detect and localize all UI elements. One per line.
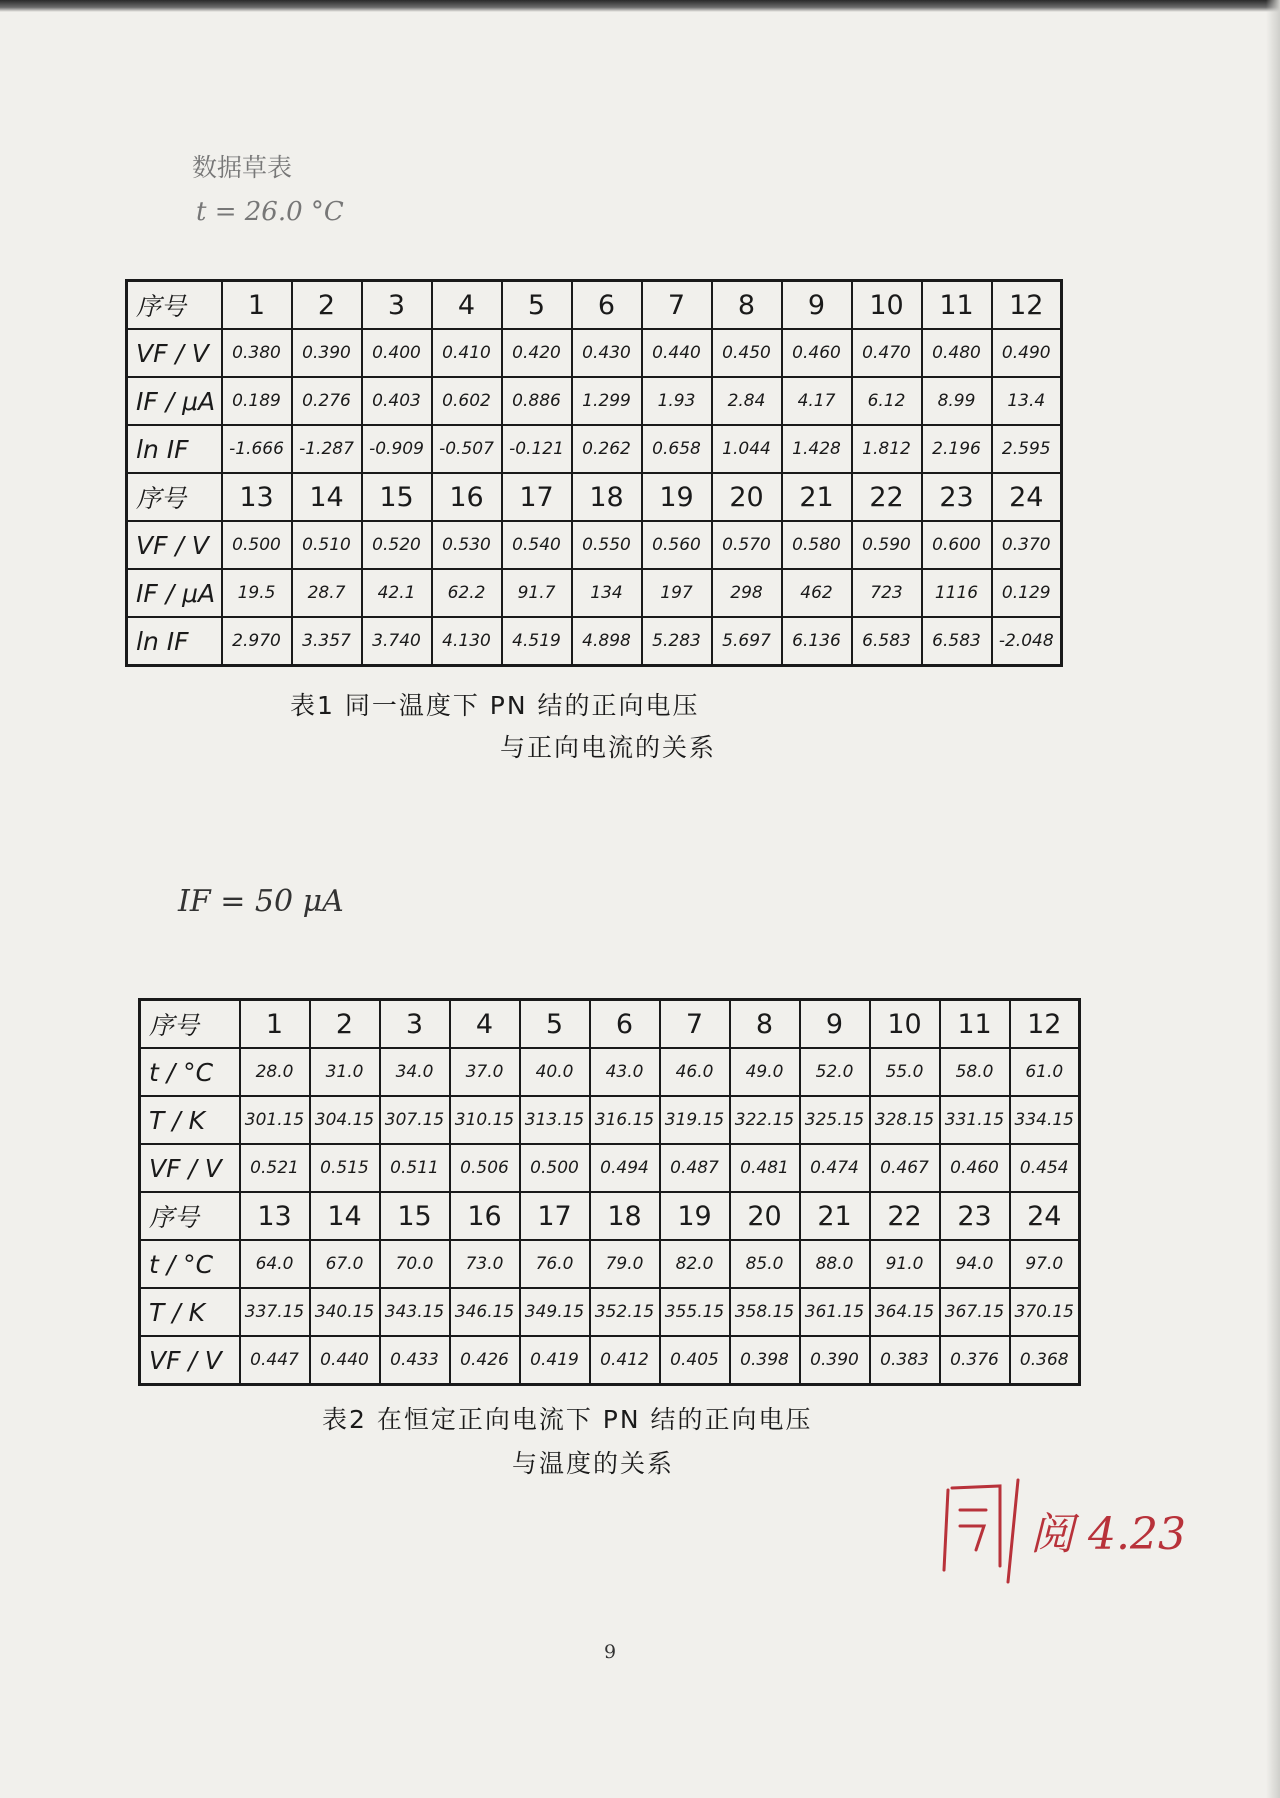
table1-row [127, 377, 1062, 425]
table2-cell: 0.426 [450, 1336, 520, 1385]
table-1-caption-line2: 与正向电流的关系 [500, 733, 717, 762]
table1-cell: 91.7 [502, 569, 572, 617]
table1-cell: 4.17 [782, 377, 852, 425]
table2-cell: 21 [800, 1192, 870, 1240]
table1-cell: 8 [712, 281, 782, 330]
table2-cell: 331.15 [940, 1096, 1010, 1144]
table2-cell: 0.405 [660, 1336, 730, 1385]
table2-cell: 337.15 [240, 1288, 310, 1336]
table2-cell: 0.454 [1010, 1144, 1080, 1192]
table1-row-label: ln IF [127, 617, 222, 666]
table2-cell: 322.15 [730, 1096, 800, 1144]
table1-cell: 15 [362, 473, 432, 521]
table2-cell: 0.383 [870, 1336, 940, 1385]
table1-cell: 42.1 [362, 569, 432, 617]
table2-cell: 55.0 [870, 1048, 940, 1096]
table1-cell: 0.450 [712, 329, 782, 377]
table1-cell: 14 [292, 473, 362, 521]
table1-cell: 3 [362, 281, 432, 330]
table1-cell: 8.99 [922, 377, 992, 425]
table2-cell: 370.15 [1010, 1288, 1080, 1336]
table2-cell: 364.15 [870, 1288, 940, 1336]
table2-cell: 94.0 [940, 1240, 1010, 1288]
table2-cell: 0.506 [450, 1144, 520, 1192]
table2-cell: 82.0 [660, 1240, 730, 1288]
table2-cell: 307.15 [380, 1096, 450, 1144]
table1-cell: 0.129 [992, 569, 1062, 617]
table-1-caption-line1: 表1 同一温度下 PN 结的正向电压 [290, 691, 700, 720]
reviewer-signature: 阅 4.23 [1030, 1509, 1186, 1560]
table2-cell: 0.474 [800, 1144, 870, 1192]
table2-cell: 0.440 [310, 1336, 380, 1385]
table2-cell: 22 [870, 1192, 940, 1240]
table1-cell: 0.420 [502, 329, 572, 377]
table1-row [127, 521, 1062, 569]
table2-cell: 0.521 [240, 1144, 310, 1192]
table1-cell: 18 [572, 473, 642, 521]
table2-cell: 361.15 [800, 1288, 870, 1336]
table1-cell: 22 [852, 473, 922, 521]
table1-cell: 0.430 [572, 329, 642, 377]
table2-cell: 16 [450, 1192, 520, 1240]
table2-cell: 349.15 [520, 1288, 590, 1336]
table1-cell: 0.560 [642, 521, 712, 569]
table2-cell: 0.500 [520, 1144, 590, 1192]
table1-cell: 13.4 [992, 377, 1062, 425]
table1-cell: 0.410 [432, 329, 502, 377]
table1-cell: 1116 [922, 569, 992, 617]
table2-cell: 358.15 [730, 1288, 800, 1336]
table2-cell: 88.0 [800, 1240, 870, 1288]
table2-row-label: VF / V [140, 1144, 240, 1192]
table1-cell: 4 [432, 281, 502, 330]
table1-cell: 24 [992, 473, 1062, 521]
table2-row [140, 1288, 1080, 1336]
table1-cell: 6.12 [852, 377, 922, 425]
table1-cell: -0.507 [432, 425, 502, 473]
table2-cell: 301.15 [240, 1096, 310, 1144]
table2-cell: 0.460 [940, 1144, 1010, 1192]
table2-row-label: VF / V [140, 1336, 240, 1385]
table1-cell: 0.886 [502, 377, 572, 425]
table2-cell: 0.494 [590, 1144, 660, 1192]
table1-row [127, 473, 1062, 521]
table2-cell: 19 [660, 1192, 730, 1240]
table1-cell: 4.898 [572, 617, 642, 666]
table1-cell: 1.428 [782, 425, 852, 473]
table2-cell: 79.0 [590, 1240, 660, 1288]
table2-cell: 367.15 [940, 1288, 1010, 1336]
table2-cell: 4 [450, 1000, 520, 1049]
table1-cell: 0.403 [362, 377, 432, 425]
table-1-body [127, 281, 1062, 666]
table1-cell: 19.5 [222, 569, 292, 617]
table2-row [140, 1000, 1080, 1049]
table1-cell: 0.570 [712, 521, 782, 569]
table1-cell: 462 [782, 569, 852, 617]
table1-cell: 28.7 [292, 569, 362, 617]
table1-cell: 0.480 [922, 329, 992, 377]
table1-cell: 7 [642, 281, 712, 330]
table2-cell: 37.0 [450, 1048, 520, 1096]
sheet-title: 数据草表 [192, 153, 293, 182]
table2-cell: 334.15 [1010, 1096, 1080, 1144]
table2-cell: 0.412 [590, 1336, 660, 1385]
table1-row [127, 425, 1062, 473]
table1-cell: 0.380 [222, 329, 292, 377]
table1-row-label: VF / V [127, 521, 222, 569]
scan-top-shadow [0, 0, 1280, 12]
table1-cell: 197 [642, 569, 712, 617]
table-2-caption-line1: 表2 在恒定正向电流下 PN 结的正向电压 [322, 1405, 813, 1434]
table1-cell: 134 [572, 569, 642, 617]
scan-right-shadow [1266, 0, 1280, 1798]
table2-cell: 49.0 [730, 1048, 800, 1096]
table1-cell: 2 [292, 281, 362, 330]
table-2-caption-line2: 与温度的关系 [512, 1449, 675, 1478]
table2-cell: 352.15 [590, 1288, 660, 1336]
table1-cell: 62.2 [432, 569, 502, 617]
table2-cell: 9 [800, 1000, 870, 1049]
table2-cell: 76.0 [520, 1240, 590, 1288]
table1-cell: 0.590 [852, 521, 922, 569]
table1-cell: 0.530 [432, 521, 502, 569]
table2-cell: 0.467 [870, 1144, 940, 1192]
table1-cell: 10 [852, 281, 922, 330]
table2-cell: 6 [590, 1000, 660, 1049]
table1-cell: 0.540 [502, 521, 572, 569]
table1-cell: 0.600 [922, 521, 992, 569]
table2-cell: 64.0 [240, 1240, 310, 1288]
table2-row [140, 1192, 1080, 1240]
table1-row-label: IF / μA [127, 569, 222, 617]
table2-cell: 0.368 [1010, 1336, 1080, 1385]
table1-cell: 0.390 [292, 329, 362, 377]
table-2 [138, 998, 1081, 1386]
table1-row [127, 281, 1062, 330]
table2-cell: 31.0 [310, 1048, 380, 1096]
table1-cell: 0.580 [782, 521, 852, 569]
table1-cell: 6.136 [782, 617, 852, 666]
table-1 [125, 279, 1063, 667]
table2-row-label: t / °C [140, 1240, 240, 1288]
page-number: 9 [604, 1641, 617, 1663]
table2-cell: 46.0 [660, 1048, 730, 1096]
table1-row [127, 569, 1062, 617]
table2-cell: 0.419 [520, 1336, 590, 1385]
table1-cell: 1.812 [852, 425, 922, 473]
table1-cell: 0.400 [362, 329, 432, 377]
table1-row [127, 617, 1062, 666]
table1-cell: 0.189 [222, 377, 292, 425]
table2-row-label: T / K [140, 1288, 240, 1336]
table2-cell: 28.0 [240, 1048, 310, 1096]
table1-cell: -2.048 [992, 617, 1062, 666]
table1-cell: 5.697 [712, 617, 782, 666]
table2-row [140, 1096, 1080, 1144]
table2-cell: 14 [310, 1192, 380, 1240]
table1-row-label: 序号 [127, 281, 222, 330]
table-2-body [140, 1000, 1080, 1385]
table1-row-label: ln IF [127, 425, 222, 473]
table1-cell: 21 [782, 473, 852, 521]
table2-cell: 34.0 [380, 1048, 450, 1096]
table1-cell: 0.370 [992, 521, 1062, 569]
table2-cell: 58.0 [940, 1048, 1010, 1096]
table2-cell: 310.15 [450, 1096, 520, 1144]
table1-cell: 2.595 [992, 425, 1062, 473]
table1-cell: 20 [712, 473, 782, 521]
table2-row [140, 1240, 1080, 1288]
table1-cell: 0.500 [222, 521, 292, 569]
table2-cell: 40.0 [520, 1048, 590, 1096]
table1-cell: 0.460 [782, 329, 852, 377]
table2-cell: 11 [940, 1000, 1010, 1049]
table2-cell: 325.15 [800, 1096, 870, 1144]
table1-cell: 1 [222, 281, 292, 330]
table1-cell: 0.276 [292, 377, 362, 425]
table2-cell: 97.0 [1010, 1240, 1080, 1288]
table2-cell: 0.511 [380, 1144, 450, 1192]
table1-cell: 6.583 [852, 617, 922, 666]
table1-cell: 13 [222, 473, 292, 521]
table2-cell: 0.481 [730, 1144, 800, 1192]
table2-cell: 346.15 [450, 1288, 520, 1336]
table2-cell: 319.15 [660, 1096, 730, 1144]
table1-cell: 0.470 [852, 329, 922, 377]
table1-cell: 0.490 [992, 329, 1062, 377]
table2-cell: 3 [380, 1000, 450, 1049]
table1-cell: -0.909 [362, 425, 432, 473]
table2-cell: 70.0 [380, 1240, 450, 1288]
table2-cell: 73.0 [450, 1240, 520, 1288]
table1-cell: 0.510 [292, 521, 362, 569]
table2-row-label: 序号 [140, 1192, 240, 1240]
table2-cell: 316.15 [590, 1096, 660, 1144]
table1-cell: 2.196 [922, 425, 992, 473]
table1-cell: 19 [642, 473, 712, 521]
table1-cell: 6 [572, 281, 642, 330]
table2-cell: 343.15 [380, 1288, 450, 1336]
table1-cell: 0.520 [362, 521, 432, 569]
table2-cell: 17 [520, 1192, 590, 1240]
table1-cell: 0.658 [642, 425, 712, 473]
table2-cell: 43.0 [590, 1048, 660, 1096]
table2-cell: 10 [870, 1000, 940, 1049]
table2-cell: 355.15 [660, 1288, 730, 1336]
table1-cell: 16 [432, 473, 502, 521]
table2-cell: 5 [520, 1000, 590, 1049]
table2-cell: 24 [1010, 1192, 1080, 1240]
table2-cell: 20 [730, 1192, 800, 1240]
table2-cell: 340.15 [310, 1288, 380, 1336]
table1-cell: 1.93 [642, 377, 712, 425]
table1-cell: 5.283 [642, 617, 712, 666]
table2-cell: 313.15 [520, 1096, 590, 1144]
table2-cell: 0.487 [660, 1144, 730, 1192]
table2-cell: 85.0 [730, 1240, 800, 1288]
table1-row-label: 序号 [127, 473, 222, 521]
table1-cell: 4.130 [432, 617, 502, 666]
table2-row [140, 1048, 1080, 1096]
table1-cell: 9 [782, 281, 852, 330]
table1-cell: 0.440 [642, 329, 712, 377]
table1-cell: 1.044 [712, 425, 782, 473]
table1-cell: 1.299 [572, 377, 642, 425]
table1-cell: 2.84 [712, 377, 782, 425]
table1-cell: 17 [502, 473, 572, 521]
table1-row-label: VF / V [127, 329, 222, 377]
table2-cell: 328.15 [870, 1096, 940, 1144]
table1-cell: 4.519 [502, 617, 572, 666]
table2-cell: 0.390 [800, 1336, 870, 1385]
table1-cell: 3.357 [292, 617, 362, 666]
table2-row-label: 序号 [140, 1000, 240, 1049]
table2-cell: 67.0 [310, 1240, 380, 1288]
table1-cell: 2.970 [222, 617, 292, 666]
table2-cell: 91.0 [870, 1240, 940, 1288]
table2-cell: 12 [1010, 1000, 1080, 1049]
table1-cell: 723 [852, 569, 922, 617]
table1-cell: 11 [922, 281, 992, 330]
temperature-label: t = 26.0 °C [196, 197, 344, 227]
table2-row-label: T / K [140, 1096, 240, 1144]
table2-row [140, 1336, 1080, 1385]
table1-cell: 0.602 [432, 377, 502, 425]
table2-cell: 0.447 [240, 1336, 310, 1385]
table1-cell: -1.287 [292, 425, 362, 473]
table1-cell: 298 [712, 569, 782, 617]
table2-cell: 15 [380, 1192, 450, 1240]
table2-cell: 1 [240, 1000, 310, 1049]
table1-cell: 3.740 [362, 617, 432, 666]
table1-cell: -1.666 [222, 425, 292, 473]
table2-cell: 2 [310, 1000, 380, 1049]
table1-cell: 23 [922, 473, 992, 521]
table2-cell: 23 [940, 1192, 1010, 1240]
table2-cell: 0.376 [940, 1336, 1010, 1385]
table1-cell: 0.550 [572, 521, 642, 569]
table2-cell: 7 [660, 1000, 730, 1049]
table1-row [127, 329, 1062, 377]
table2-cell: 52.0 [800, 1048, 870, 1096]
table2-row-label: t / °C [140, 1048, 240, 1096]
table2-cell: 0.433 [380, 1336, 450, 1385]
table2-cell: 304.15 [310, 1096, 380, 1144]
forward-current-label: IF = 50 μA [178, 884, 344, 919]
table1-cell: 6.583 [922, 617, 992, 666]
table2-cell: 61.0 [1010, 1048, 1080, 1096]
table2-cell: 0.398 [730, 1336, 800, 1385]
table2-cell: 13 [240, 1192, 310, 1240]
table1-cell: 0.262 [572, 425, 642, 473]
table2-cell: 0.515 [310, 1144, 380, 1192]
table2-row [140, 1144, 1080, 1192]
table2-cell: 8 [730, 1000, 800, 1049]
table1-cell: 5 [502, 281, 572, 330]
table1-row-label: IF / μA [127, 377, 222, 425]
table2-cell: 18 [590, 1192, 660, 1240]
table1-cell: 12 [992, 281, 1062, 330]
table1-cell: -0.121 [502, 425, 572, 473]
